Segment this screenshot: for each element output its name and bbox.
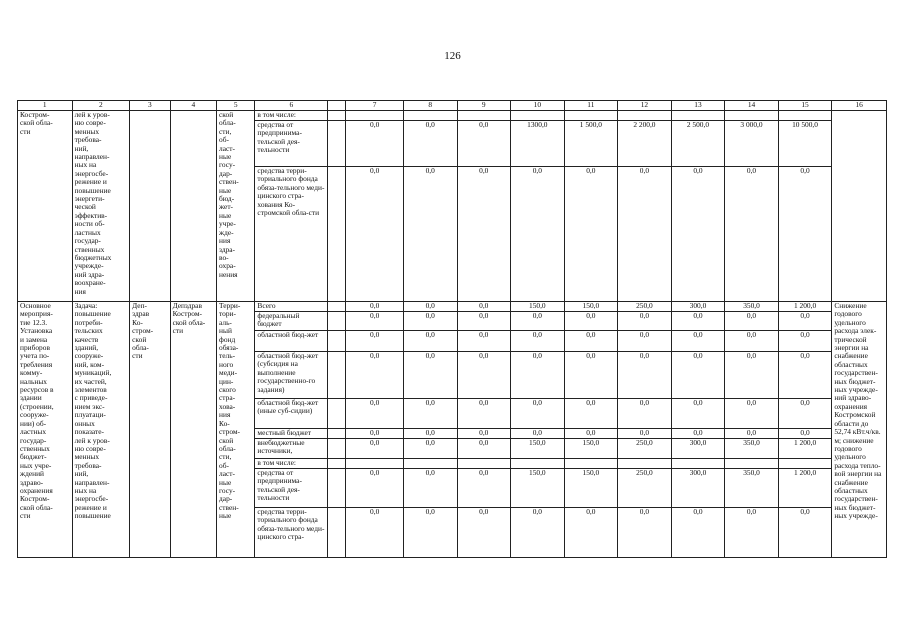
value-cell: 0,0 — [511, 312, 565, 331]
value-cell: 0,0 — [778, 331, 832, 352]
value-cell: 3 000,0 — [725, 121, 779, 167]
coexecutor-cell: Депздрав Костром- ской обла- сти — [170, 302, 216, 558]
value-cell: 0,0 — [671, 399, 725, 429]
value-cell: 0,0 — [564, 167, 618, 302]
column-header: 5 — [217, 101, 255, 111]
value-cell: 150,0 — [511, 439, 565, 459]
funding-source-cell: средства терри-ториального фонда обяза-тельного меди-цинского стра-хования Ко-стромской обла-сти — [255, 167, 328, 302]
value-cell: 0,0 — [511, 167, 565, 302]
value-cell: 0,0 — [725, 352, 779, 399]
spacer-cell — [328, 429, 346, 439]
column-header: 6 — [255, 101, 328, 111]
column-header: 1 — [18, 101, 73, 111]
activity-name-cell: Основное мероприя- тие 12.3. Установка и замена приборов учета по- требления комму- нальных ресурсов в здании (строении, сооруже- нии) об- ластных государ- ственных бюджет- ных учре- ждений здраво- охранения Костром- ской обла- сти — [18, 302, 73, 558]
value-cell: 250,0 — [618, 469, 672, 508]
value-cell: 0,0 — [778, 312, 832, 331]
value-cell: 0,0 — [618, 312, 672, 331]
header-row — [18, 101, 887, 111]
page-number: 126 — [444, 50, 461, 62]
value-cell: 0,0 — [564, 331, 618, 352]
value-cell — [346, 111, 404, 121]
value-cell — [511, 459, 565, 469]
value-cell: 1 200,0 — [778, 469, 832, 508]
value-cell: 0,0 — [346, 302, 404, 312]
value-cell: 150,0 — [564, 439, 618, 459]
value-cell: 300,0 — [671, 469, 725, 508]
value-cell: 350,0 — [725, 302, 779, 312]
value-cell: 0,0 — [457, 167, 511, 302]
value-cell — [725, 459, 779, 469]
spacer-cell — [328, 469, 346, 508]
funding-source-cell: средства от предпринима-тельской дея-тельности — [255, 121, 328, 167]
value-cell: 0,0 — [671, 508, 725, 558]
value-cell: 1 200,0 — [778, 302, 832, 312]
value-cell — [618, 459, 672, 469]
value-cell: 0,0 — [564, 399, 618, 429]
value-cell: 0,0 — [346, 331, 404, 352]
column-header: 10 — [511, 101, 565, 111]
funding-source-cell: областной бюд-жет — [255, 331, 328, 352]
indicator-cell — [832, 111, 887, 302]
column-header: 3 — [130, 101, 170, 111]
spacer-cell — [328, 508, 346, 558]
value-cell: 0,0 — [457, 121, 511, 167]
value-cell: 0,0 — [618, 352, 672, 399]
value-cell: 300,0 — [671, 439, 725, 459]
task-description-cell: лей к уров- ню совре- менных требова- ний, направлен- ных на энергосбе- режение и повышение энергети- ческой эффектив- ности об- ластных государ- ственных бюджетных учрежде- ний здра- воохране- ния — [72, 111, 130, 302]
value-cell: 0,0 — [403, 331, 457, 352]
value-cell: 0,0 — [618, 429, 672, 439]
value-cell: 0,0 — [564, 312, 618, 331]
value-cell: 0,0 — [618, 508, 672, 558]
funding-source-cell: внебюджетные источники, — [255, 439, 328, 459]
value-cell: 2 200,0 — [618, 121, 672, 167]
task-description-cell: Задача: повышение потреби- тельских качеств зданий, сооруже- ний, ком- муникаций, их частей, элементов с приведе- нием экс- плуатаци- онных показате- лей к уров- ню совре- менных требова- ний, направлен- ных на энергосбе- режение и повышение — [72, 302, 130, 558]
value-cell: 0,0 — [403, 121, 457, 167]
value-cell: 0,0 — [403, 429, 457, 439]
value-cell — [564, 111, 618, 121]
value-cell: 0,0 — [403, 312, 457, 331]
value-cell — [511, 111, 565, 121]
value-cell: 250,0 — [618, 439, 672, 459]
column-header: 2 — [72, 101, 130, 111]
value-cell — [778, 111, 832, 121]
value-cell: 1300,0 — [511, 121, 565, 167]
value-cell: 0,0 — [403, 439, 457, 459]
funding-source-cell: местный бюджет — [255, 429, 328, 439]
value-cell: 150,0 — [511, 469, 565, 508]
value-cell: 0,0 — [511, 429, 565, 439]
value-cell: 0,0 — [725, 312, 779, 331]
spacer-cell — [328, 312, 346, 331]
value-cell: 350,0 — [725, 439, 779, 459]
budget-table-wrapper — [17, 100, 887, 558]
value-cell: 2 500,0 — [671, 121, 725, 167]
funding-source-cell: в том числе: — [255, 111, 328, 121]
value-cell: 0,0 — [346, 121, 404, 167]
value-cell: 0,0 — [457, 439, 511, 459]
value-cell: 0,0 — [725, 508, 779, 558]
spacer-cell — [328, 331, 346, 352]
value-cell: 0,0 — [403, 399, 457, 429]
value-cell: 0,0 — [403, 469, 457, 508]
spacer-cell — [328, 352, 346, 399]
value-cell: 0,0 — [457, 399, 511, 429]
value-cell: 0,0 — [457, 508, 511, 558]
activity-name-cell: Костром- ской обла- сти — [18, 111, 73, 302]
participants-cell: Терри- тори- аль- ный фонд обяза- тель- ного меди- цин- ского стра- хова- ния Ко- стром- ской обла- сти, об- ласт- ные госу- дар- ствен- ные — [217, 302, 255, 558]
table-row — [18, 111, 887, 121]
value-cell: 1 200,0 — [778, 439, 832, 459]
funding-source-cell: в том числе: — [255, 459, 328, 469]
value-cell — [671, 111, 725, 121]
column-header: 15 — [778, 101, 832, 111]
value-cell: 0,0 — [564, 429, 618, 439]
value-cell: 0,0 — [457, 312, 511, 331]
value-cell: 0,0 — [457, 302, 511, 312]
column-header: 9 — [457, 101, 511, 111]
funding-source-cell: федеральный бюджет — [255, 312, 328, 331]
column-header: 14 — [725, 101, 779, 111]
budget-table — [17, 100, 887, 558]
value-cell: 0,0 — [346, 469, 404, 508]
value-cell: 0,0 — [457, 352, 511, 399]
coexecutor-cell — [170, 111, 216, 302]
funding-source-cell: областной бюд-жет (субсидия на выполнение государственно-го задания) — [255, 352, 328, 399]
value-cell: 0,0 — [671, 331, 725, 352]
executor-cell — [130, 111, 170, 302]
spacer-cell — [328, 459, 346, 469]
spacer-cell — [328, 167, 346, 302]
value-cell: 0,0 — [346, 439, 404, 459]
indicator-cell: Снижение годового удельного расхода элек- трической энергии на снабжение областных государствен- ных бюджет- ных учрежде- ний здраво- охранения Костромской области до 52,74 кВт.ч/кв. м; снижение годового удельного расхода тепло- вой энергии на снабжение областных государствен- ных бюджет- ных учрежде- — [832, 302, 887, 558]
value-cell — [778, 459, 832, 469]
value-cell: 0,0 — [671, 429, 725, 439]
value-cell: 0,0 — [778, 508, 832, 558]
value-cell: 0,0 — [564, 508, 618, 558]
value-cell: 0,0 — [725, 399, 779, 429]
value-cell: 0,0 — [725, 167, 779, 302]
value-cell — [403, 111, 457, 121]
value-cell: 0,0 — [778, 399, 832, 429]
column-header: 16 — [832, 101, 887, 111]
column-header: 8 — [403, 101, 457, 111]
value-cell: 0,0 — [618, 399, 672, 429]
value-cell: 0,0 — [725, 429, 779, 439]
value-cell: 0,0 — [457, 331, 511, 352]
value-cell: 0,0 — [671, 352, 725, 399]
value-cell: 0,0 — [403, 167, 457, 302]
value-cell: 0,0 — [403, 302, 457, 312]
value-cell: 0,0 — [778, 352, 832, 399]
value-cell — [457, 111, 511, 121]
value-cell: 0,0 — [511, 508, 565, 558]
column-header — [328, 101, 346, 111]
value-cell — [725, 111, 779, 121]
value-cell: 0,0 — [346, 508, 404, 558]
funding-source-cell: Всего — [255, 302, 328, 312]
value-cell: 0,0 — [403, 352, 457, 399]
value-cell: 0,0 — [725, 331, 779, 352]
value-cell — [671, 459, 725, 469]
value-cell: 0,0 — [346, 429, 404, 439]
column-header: 12 — [618, 101, 672, 111]
value-cell: 0,0 — [457, 469, 511, 508]
value-cell: 0,0 — [346, 312, 404, 331]
column-header: 13 — [671, 101, 725, 111]
value-cell: 0,0 — [671, 167, 725, 302]
spacer-cell — [328, 399, 346, 429]
value-cell: 250,0 — [618, 302, 672, 312]
value-cell: 0,0 — [618, 167, 672, 302]
value-cell: 0,0 — [346, 399, 404, 429]
value-cell: 150,0 — [564, 469, 618, 508]
value-cell — [346, 459, 404, 469]
value-cell: 0,0 — [671, 312, 725, 331]
value-cell: 0,0 — [457, 429, 511, 439]
value-cell — [564, 459, 618, 469]
table-row — [18, 302, 887, 312]
value-cell: 0,0 — [346, 352, 404, 399]
column-header: 4 — [170, 101, 216, 111]
funding-source-cell: областной бюд-жет (иные суб-сидии) — [255, 399, 328, 429]
value-cell: 0,0 — [511, 331, 565, 352]
spacer-cell — [328, 121, 346, 167]
value-cell — [457, 459, 511, 469]
column-header: 11 — [564, 101, 618, 111]
participants-cell: ской обла- сти, об- ласт- ные госу- дар- ствен- ные бюд- жет- ные учре- жде- ния здра- во- охра- нения — [217, 111, 255, 302]
value-cell: 0,0 — [778, 429, 832, 439]
spacer-cell — [328, 302, 346, 312]
value-cell: 150,0 — [564, 302, 618, 312]
value-cell: 1 500,0 — [564, 121, 618, 167]
value-cell: 0,0 — [511, 399, 565, 429]
value-cell: 0,0 — [403, 508, 457, 558]
spacer-cell — [328, 439, 346, 459]
value-cell: 10 500,0 — [778, 121, 832, 167]
executor-cell: Деп- здрав Ко- стром- ской обла- сти — [130, 302, 170, 558]
spacer-cell — [328, 111, 346, 121]
value-cell: 0,0 — [618, 331, 672, 352]
value-cell: 0,0 — [778, 167, 832, 302]
value-cell: 0,0 — [564, 352, 618, 399]
value-cell: 300,0 — [671, 302, 725, 312]
value-cell: 350,0 — [725, 469, 779, 508]
value-cell: 0,0 — [346, 167, 404, 302]
value-cell: 0,0 — [511, 352, 565, 399]
funding-source-cell: средства от предпринима-тельской дея-тельности — [255, 469, 328, 508]
value-cell — [403, 459, 457, 469]
funding-source-cell: средства терри-ториального фонда обяза-тельного меди-цинского стра- — [255, 508, 328, 558]
value-cell: 150,0 — [511, 302, 565, 312]
column-header: 7 — [346, 101, 404, 111]
value-cell — [618, 111, 672, 121]
